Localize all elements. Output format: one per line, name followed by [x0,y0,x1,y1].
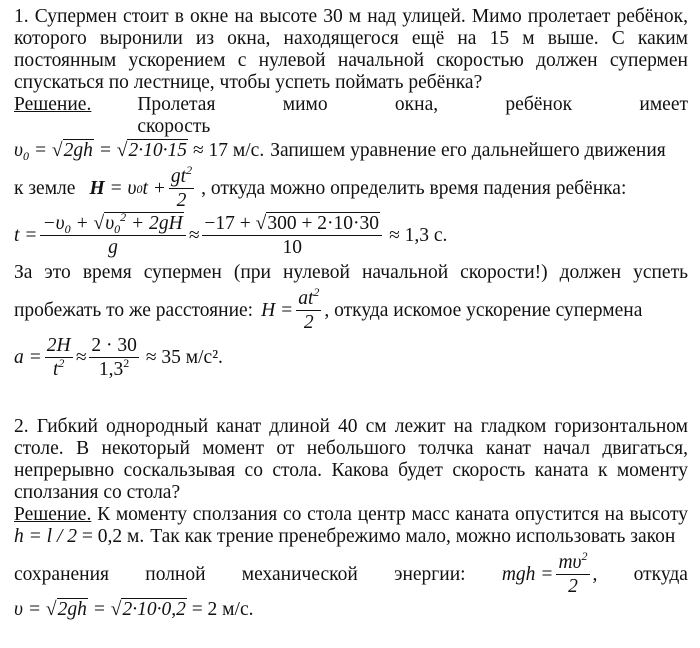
time-result: ≈ 1,3 с. [389,224,448,246]
motion-before-text: к земле [14,177,76,199]
problem-2-solution-intro [14,504,688,526]
acceleration-formula: a = $\frac{2H}{t^2}$ ≈ $\frac{2 \cdot 30}{1,3^2}$ [14,335,137,380]
run-after-text: , откуда искомое ускорение супермена [324,299,643,321]
problem-2-statement: 2. Гибкий однородный канат длиной 40 см лежит на гладком горизонтальном столе. В некоторый момент от небольшого толчка канат начал двигаться, непрерывно соскальзывая со стола. Какова будет скорость каната к моменту сползания со стола? [14,416,688,503]
run-equation-line [14,285,688,333]
solution-label-2: Решение. [14,504,92,525]
motion-after-text: , откуда можно определить время падения ребёнка: [201,177,627,199]
v0-formula-line [14,140,688,162]
solution-intro-text-2: К моменту сползания со стола центр масс каната опустится на высоту [97,504,688,525]
energy-word-4: энергии: [394,563,466,585]
energy-line [14,549,688,597]
problem-1-statement: 1. Супермен стоит в окне на высоте 30 м над улицей. Мимо пролетает ребёнок, которого выронили из окна, находящегося ещё на 15 м выше. С каким постоянным ускорением с нулевой начальной скоростью должен супермен спускаться по лестнице, чтобы успеть поймать ребёнка? [14,6,688,93]
energy-equation: mgh = $\frac{m\upsilon^2}{2}$ , [501,549,598,597]
height-value: = 0,2 м. [81,526,145,547]
velocity-result: = 2 м/с. [191,599,254,620]
energy-word-3: механической [241,563,358,585]
height-formula: h = l / 2 [14,526,82,547]
time-formula: t = $\frac{-\upsilon_0 + √\upsilon_0^2 + 2gH}{g}$ ≈ $\frac{-17 + √300 + 2\cdot 10\cdot 30}{10}$ [14,213,385,258]
v0-result: ≈ 17 м/с. [192,140,265,161]
velocity-formula: υ = √2gh = √2·10·0,2 [14,599,186,620]
time-text: За это время супермен (при нулевой начальной скорости!) должен успеть [14,262,688,283]
time-formula-line [14,210,688,258]
energy-after-text: откуда [633,563,688,585]
v0-after-text: Запишем уравнение его дальнейшего движения [270,140,666,161]
velocity-line [14,599,688,621]
energy-word-2: полной [145,563,206,585]
motion-equation-line [14,163,688,211]
height-after-text: Так как трение пренебрежимо мало, можно использовать закон [150,526,676,547]
energy-word-1: сохранения [14,563,110,585]
acceleration-result: ≈ 35 м/с². [145,346,223,368]
run-equation: H = $\frac{at^2}{2}$ [261,285,320,333]
run-before-text: пробежать то же расстояние: [14,299,254,321]
solution-label: Решение. [14,94,92,115]
problem-1-solution-intro [14,94,688,138]
solution-intro-text: Пролетая мимо окна, ребёнок имеет скорость [137,94,688,137]
acceleration-line [14,335,688,380]
height-line [14,526,688,548]
v0-formula: $\upsilon_0 = √2gh = √2\cdot 10\cdot 15$ [14,140,187,163]
motion-equation: H = υ 0 t + $\frac{gt^2}{2}$ [89,163,193,211]
